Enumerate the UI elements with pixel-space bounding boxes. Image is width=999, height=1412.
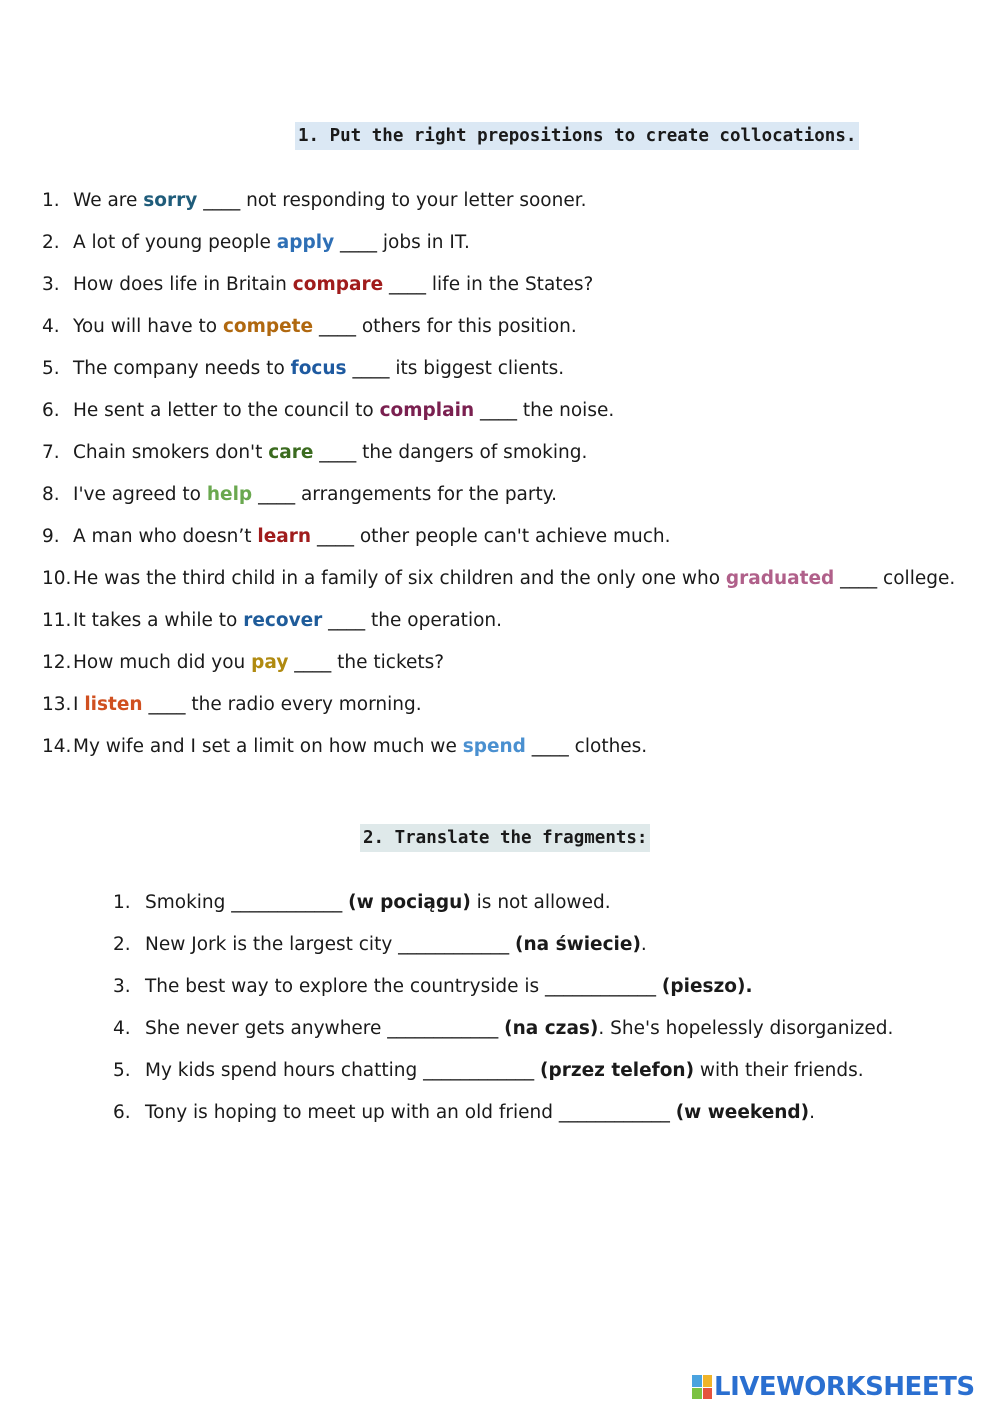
item-text xyxy=(145,1100,815,1126)
keyword: pay xyxy=(251,652,289,673)
item-text-before: I've agreed to xyxy=(73,484,207,505)
item-text-before: The best way to explore the countryside is ____________ xyxy=(145,976,662,997)
item-number: 5. xyxy=(113,1060,131,1081)
keyword: focus xyxy=(290,358,347,379)
item-text xyxy=(73,188,587,214)
item-text xyxy=(73,734,647,760)
item-text-before: It takes a while to xyxy=(73,610,244,631)
item-text xyxy=(73,608,502,634)
item-number: 3. xyxy=(42,274,60,295)
item-text xyxy=(73,272,593,298)
item-text-after: ____ the radio every morning. xyxy=(142,694,422,715)
item-text xyxy=(73,566,955,592)
item-text-after: ____ other people can't achieve much. xyxy=(311,526,671,547)
item-text xyxy=(73,482,557,508)
item-number: 11. xyxy=(42,610,72,631)
item-number: 14. xyxy=(42,736,72,757)
translation-hint: (na świecie) xyxy=(515,934,641,955)
item-text-before: I xyxy=(73,694,85,715)
item-text-before: Chain smokers don't xyxy=(73,442,269,463)
item-text-after: with their friends. xyxy=(694,1060,864,1081)
item-text-before: How does life in Britain xyxy=(73,274,293,295)
item-text xyxy=(73,398,614,424)
item-text-after: is not allowed. xyxy=(470,892,611,913)
item-text-before: The company needs to xyxy=(73,358,291,379)
liveworksheets-brand: LIVEWORKSHEETS xyxy=(714,1372,975,1402)
item-text xyxy=(73,356,564,382)
item-number: 1. xyxy=(42,190,60,211)
item-number: 1. xyxy=(113,892,131,913)
keyword: learn xyxy=(257,526,312,547)
translation-hint: (na czas) xyxy=(504,1018,599,1039)
keyword: care xyxy=(268,442,314,463)
item-text-after: ____ the dangers of smoking. xyxy=(313,442,588,463)
item-text-after: ____ life in the States? xyxy=(383,274,594,295)
keyword: compare xyxy=(292,274,384,295)
item-text-after: ____ the operation. xyxy=(322,610,503,631)
keyword: complain xyxy=(379,400,475,421)
item-number: 3. xyxy=(113,976,131,997)
item-text xyxy=(145,890,611,916)
item-text-after: . xyxy=(640,934,647,955)
keyword: listen xyxy=(84,694,143,715)
section2-heading: 2. Translate the fragments: xyxy=(360,824,650,852)
item-text xyxy=(73,230,470,256)
item-text xyxy=(145,974,752,1000)
translation-hint: (w weekend) xyxy=(675,1102,810,1123)
item-number: 6. xyxy=(113,1102,131,1123)
item-number: 6. xyxy=(42,400,60,421)
item-text-before: She never gets anywhere ____________ xyxy=(145,1018,505,1039)
item-text xyxy=(73,440,587,466)
item-text-after: . xyxy=(809,1102,816,1123)
item-number: 2. xyxy=(113,934,131,955)
item-number: 12. xyxy=(42,652,72,673)
item-text-before: A man who doesn’t xyxy=(73,526,258,547)
liveworksheets-logo-icon xyxy=(692,1375,712,1399)
keyword: compete xyxy=(222,316,314,337)
item-number: 5. xyxy=(42,358,60,379)
item-text-before: How much did you xyxy=(73,652,252,673)
item-text-after: ____ the tickets? xyxy=(288,652,445,673)
item-number: 13. xyxy=(42,694,72,715)
item-number: 9. xyxy=(42,526,60,547)
item-text-before: A lot of young people xyxy=(73,232,277,253)
keyword: recover xyxy=(243,610,323,631)
translation-hint: (pieszo). xyxy=(661,976,753,997)
item-text xyxy=(145,1058,864,1084)
item-text-after: ____ clothes. xyxy=(525,736,648,757)
item-text xyxy=(73,524,671,550)
item-number: 10. xyxy=(42,568,72,589)
item-text-before: Smoking ____________ xyxy=(145,892,349,913)
keyword: help xyxy=(206,484,253,505)
item-text-before: New Jork is the largest city ____________ xyxy=(145,934,516,955)
item-number: 7. xyxy=(42,442,60,463)
item-text-after: ____ its biggest clients. xyxy=(346,358,565,379)
item-text-before: He sent a letter to the council to xyxy=(73,400,380,421)
item-text-before: Tony is hoping to meet up with an old friend ____________ xyxy=(145,1102,676,1123)
item-text-after: ____ college. xyxy=(834,568,956,589)
item-text xyxy=(73,650,444,676)
item-text-after: ____ arrangements for the party. xyxy=(252,484,557,505)
keyword: graduated xyxy=(725,568,835,589)
item-number: 4. xyxy=(42,316,60,337)
item-text-after: ____ jobs in IT. xyxy=(334,232,470,253)
item-text-after: ____ others for this position. xyxy=(313,316,577,337)
keyword: sorry xyxy=(143,190,198,211)
keyword: spend xyxy=(462,736,526,757)
item-text-after: ____ not responding to your letter sooner. xyxy=(197,190,587,211)
item-text xyxy=(73,692,422,718)
item-text-before: He was the third child in a family of six children and the only one who xyxy=(73,568,726,589)
section1-heading: 1. Put the right prepositions to create collocations. xyxy=(295,122,859,150)
item-text-before: My kids spend hours chatting ____________ xyxy=(145,1060,541,1081)
item-number: 2. xyxy=(42,232,60,253)
translation-hint: (w pociągu) xyxy=(348,892,471,913)
item-text-before: We are xyxy=(73,190,144,211)
translation-hint: (przez telefon) xyxy=(540,1060,695,1081)
item-number: 4. xyxy=(113,1018,131,1039)
item-text xyxy=(145,1016,893,1042)
item-text xyxy=(145,932,647,958)
item-text-after: ____ the noise. xyxy=(474,400,615,421)
item-text-after: . She's hopelessly disorganized. xyxy=(598,1018,894,1039)
liveworksheets-logo[interactable] xyxy=(692,1372,975,1402)
keyword: apply xyxy=(276,232,335,253)
item-text-before: My wife and I set a limit on how much we xyxy=(73,736,463,757)
item-text-before: You will have to xyxy=(73,316,223,337)
item-number: 8. xyxy=(42,484,60,505)
item-text xyxy=(73,314,577,340)
